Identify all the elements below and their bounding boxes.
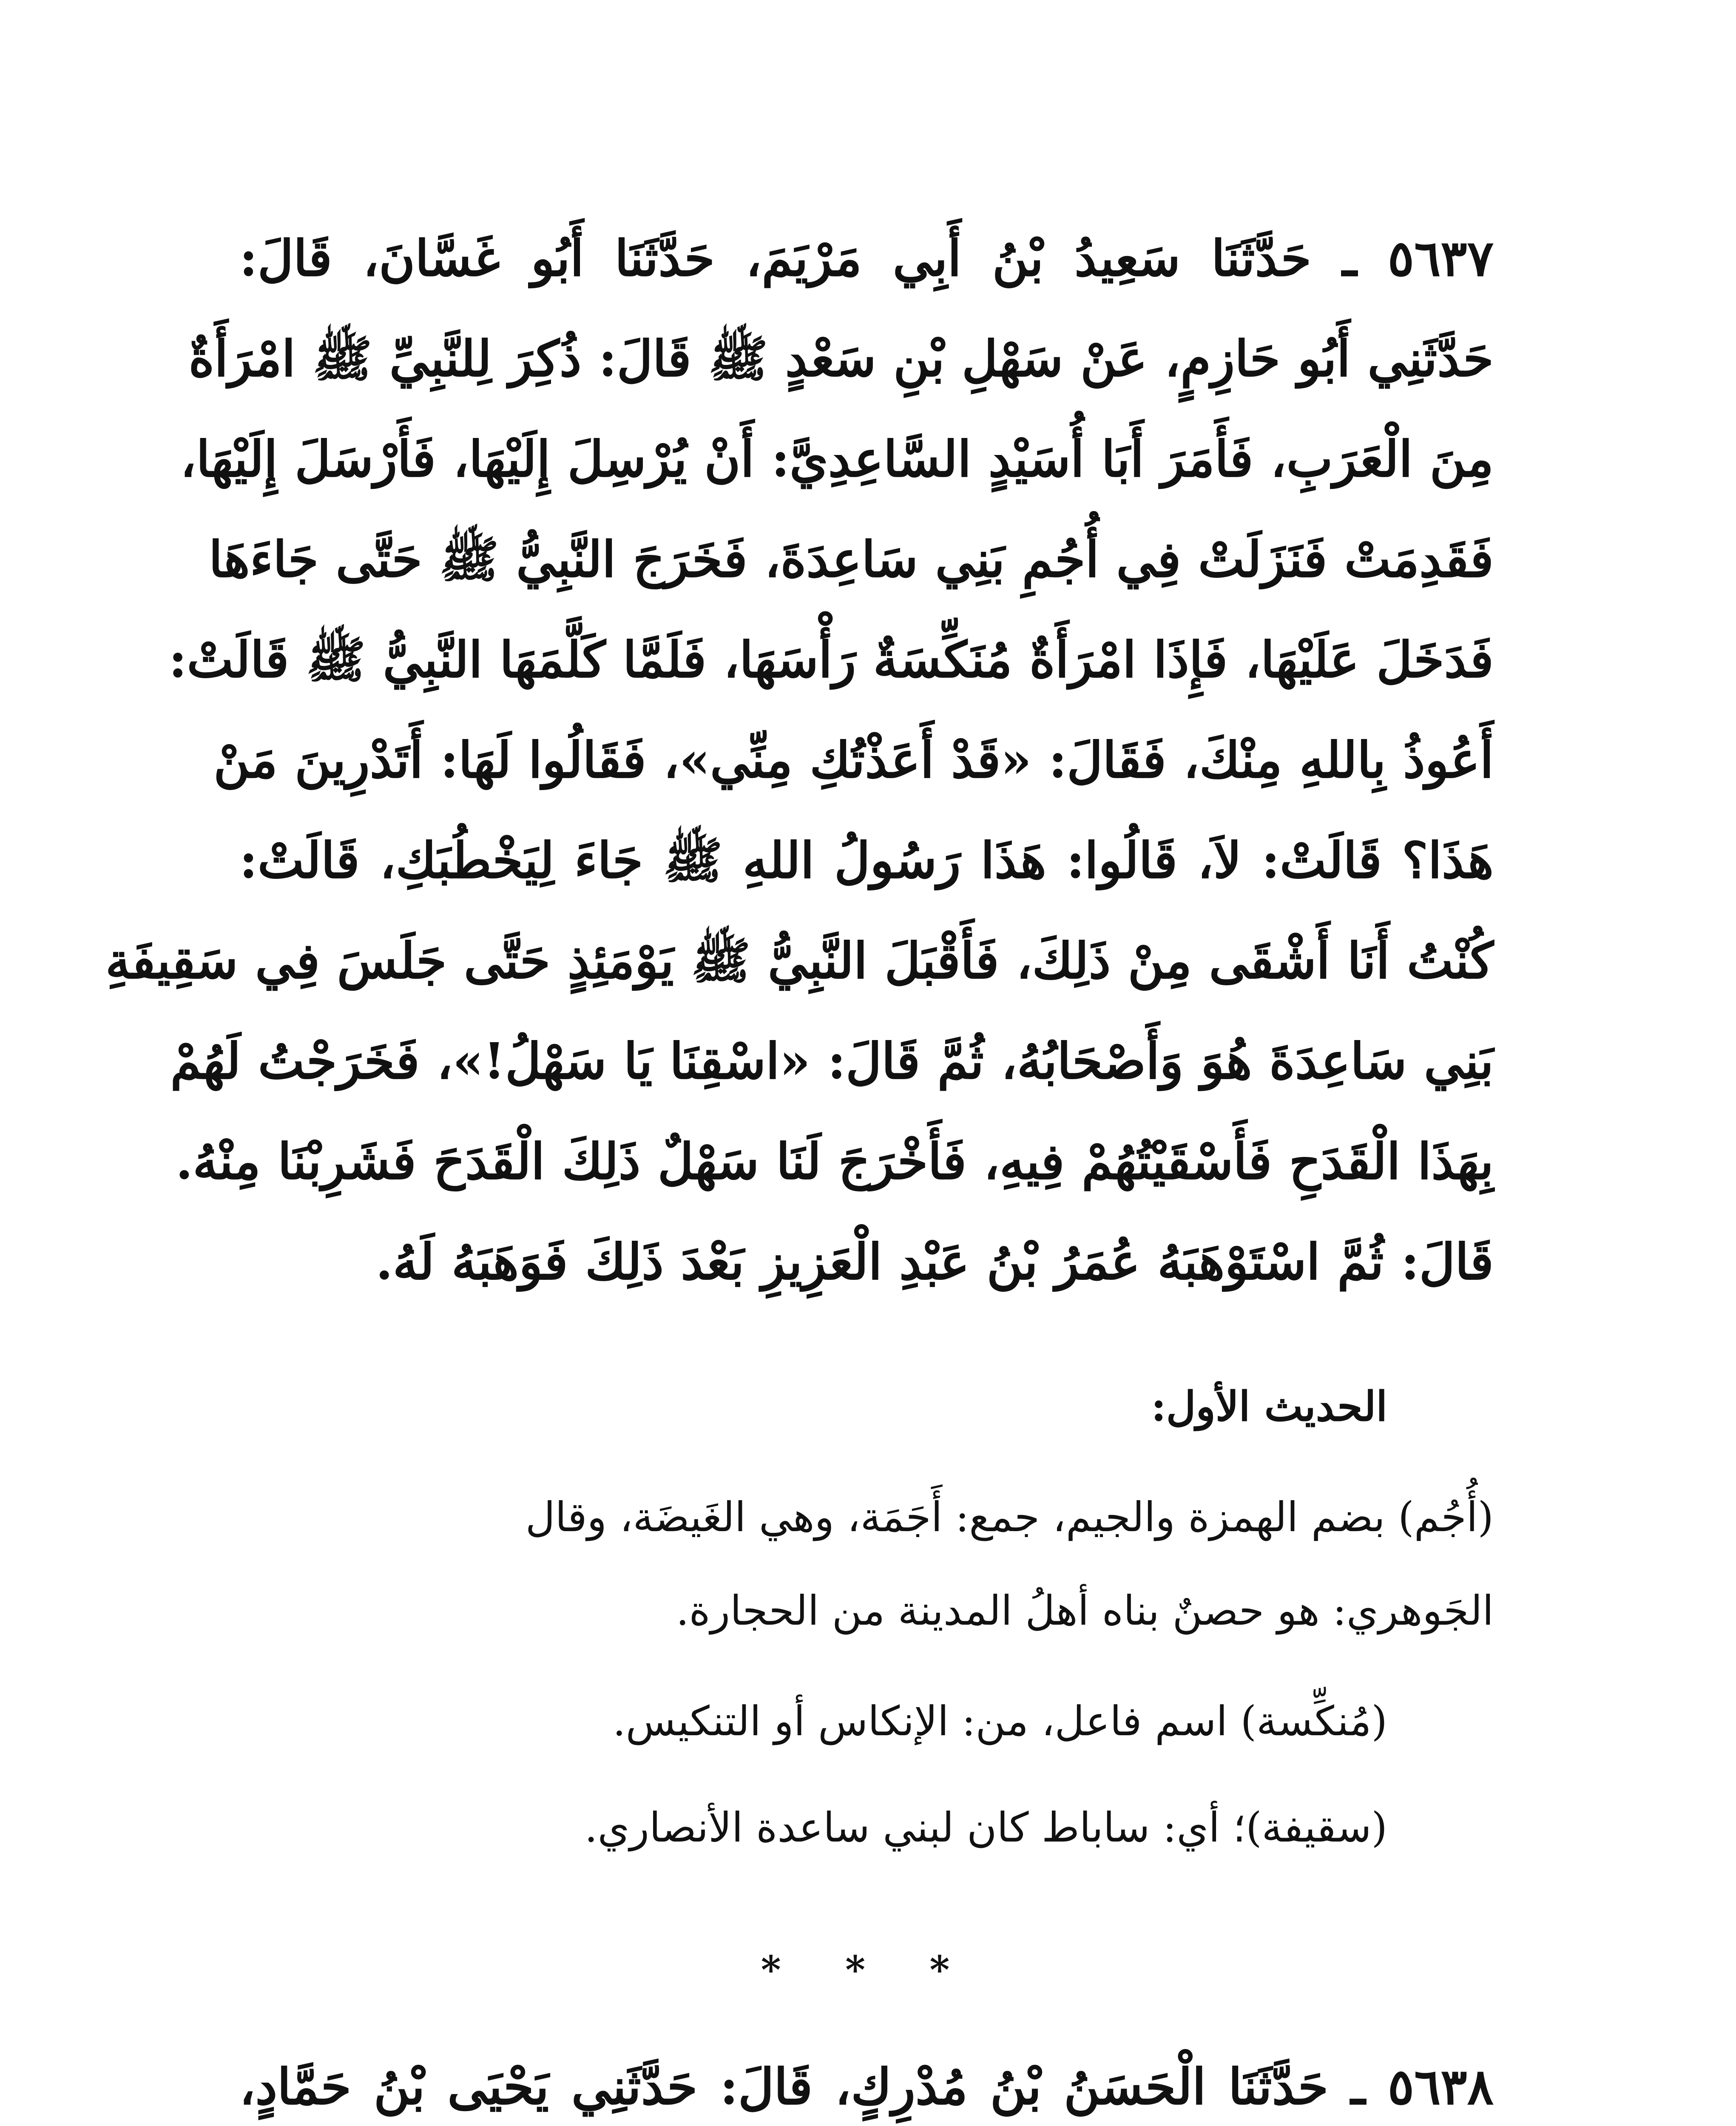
commentary-line: (سقيفة)؛ أي: ساباط كان لبني ساعدة الأنصاري.	[584, 1804, 1387, 1851]
commentary-line: (مُنكِّسة) اسم فاعل، من: الإنكاس أو التنكيس.	[613, 1697, 1387, 1745]
hadith-line: هَذَا؟ قَالَتْ: لاَ، قَالُوا: هَذَا رَسُولُ اللهِ ﷺ جَاءَ لِيَخْطُبَكِ، قَالَتْ:	[239, 832, 1494, 890]
hadith-line: حَدَّثَنِي أَبُو حَازِمٍ، عَنْ سَهْلِ بْنِ سَعْدٍ ﷺ قَالَ: ذُكِرَ لِلنَّبِيِّ ﷺ امْرَأَةٌ	[188, 330, 1494, 388]
hadith-line: ٥٦٣٨ ـ حَدَّثَنَا الْحَسَنُ بْنُ مُدْرِكٍ، قَالَ: حَدَّثَنِي يَحْيَى بْنُ حَمَّادٍ،	[239, 2058, 1494, 2116]
hadith-5637	[105, 208, 1494, 1312]
commentary-line: (أُجُم) بضم الهمزة والجيم، جمع: أَجَمَة، وهي الغَيضَة، وقال	[525, 1493, 1494, 1541]
hadith-line: كُنْتُ أَنَا أَشْقَى مِنْ ذَلِكَ، فَأَقْبَلَ النَّبِيُّ ﷺ يَوْمَئِذٍ حَتَّى جَلَسَ فِي سَقِيفَةِ	[105, 932, 1494, 990]
commentary-line: الجَوهري: هو حصنٌ بناه أهلُ المدينة من الحجارة.	[676, 1587, 1494, 1634]
hadith-line: بِهَذَا الْقَدَحِ فَأَسْقَيْتُهُمْ فِيهِ، فَأَخْرَجَ لَنَا سَهْلٌ ذَلِكَ الْقَدَحَ فَشَرِبْنَا مِنْهُ.	[176, 1133, 1494, 1191]
hadith-line: فَقَدِمَتْ فَنَزَلَتْ فِي أُجُمِ بَنِي سَاعِدَةَ، فَخَرَجَ النَّبِيُّ ﷺ حَتَّى جَاءَهَا	[209, 531, 1494, 588]
hadith-line: قَالَ: ثُمَّ اسْتَوْهَبَهُ عُمَرُ بْنُ عَبْدِ الْعَزِيزِ بَعْدَ ذَلِكَ فَوَهَبَهُ لَهُ.	[375, 1233, 1494, 1291]
hadith-line: بَنِي سَاعِدَةَ هُوَ وَأَصْحَابُهُ، ثُمَّ قَالَ: «اسْقِنَا يَا سَهْلُ!»، فَخَرَجْتُ لَهُمْ	[170, 1032, 1494, 1090]
hadith-line: ٥٦٣٧ ـ حَدَّثَنَا سَعِيدُ بْنُ أَبِي مَرْيَمَ، حَدَّثَنَا أَبُو غَسَّانَ، قَالَ:	[239, 230, 1494, 287]
hadith-line: مِنَ الْعَرَبِ، فَأَمَرَ أَبَا أُسَيْدٍ السَّاعِدِيَّ: أَنْ يُرْسِلَ إِلَيْهَا، فَأَرْسَلَ إِلَيْهَا،	[180, 430, 1494, 488]
section-separator: * * *	[761, 1947, 975, 1992]
hadith-line: فَدَخَلَ عَلَيْهَا، فَإِذَا امْرَأَةٌ مُنَكِّسَةٌ رَأْسَهَا، فَلَمَّا كَلَّمَهَا النَّبِيُّ ﷺ قَالَتْ:	[168, 631, 1494, 689]
hadith-line: أَعُوذُ بِاللهِ مِنْكَ، فَقَالَ: «قَدْ أَعَذْتُكِ مِنِّي»، فَقَالُوا لَهَا: أَتَدْرِينَ مَنْ	[213, 731, 1494, 789]
hadith-5638	[239, 2037, 1494, 2126]
commentary-heading: الحديث الأول:	[1151, 1382, 1387, 1430]
